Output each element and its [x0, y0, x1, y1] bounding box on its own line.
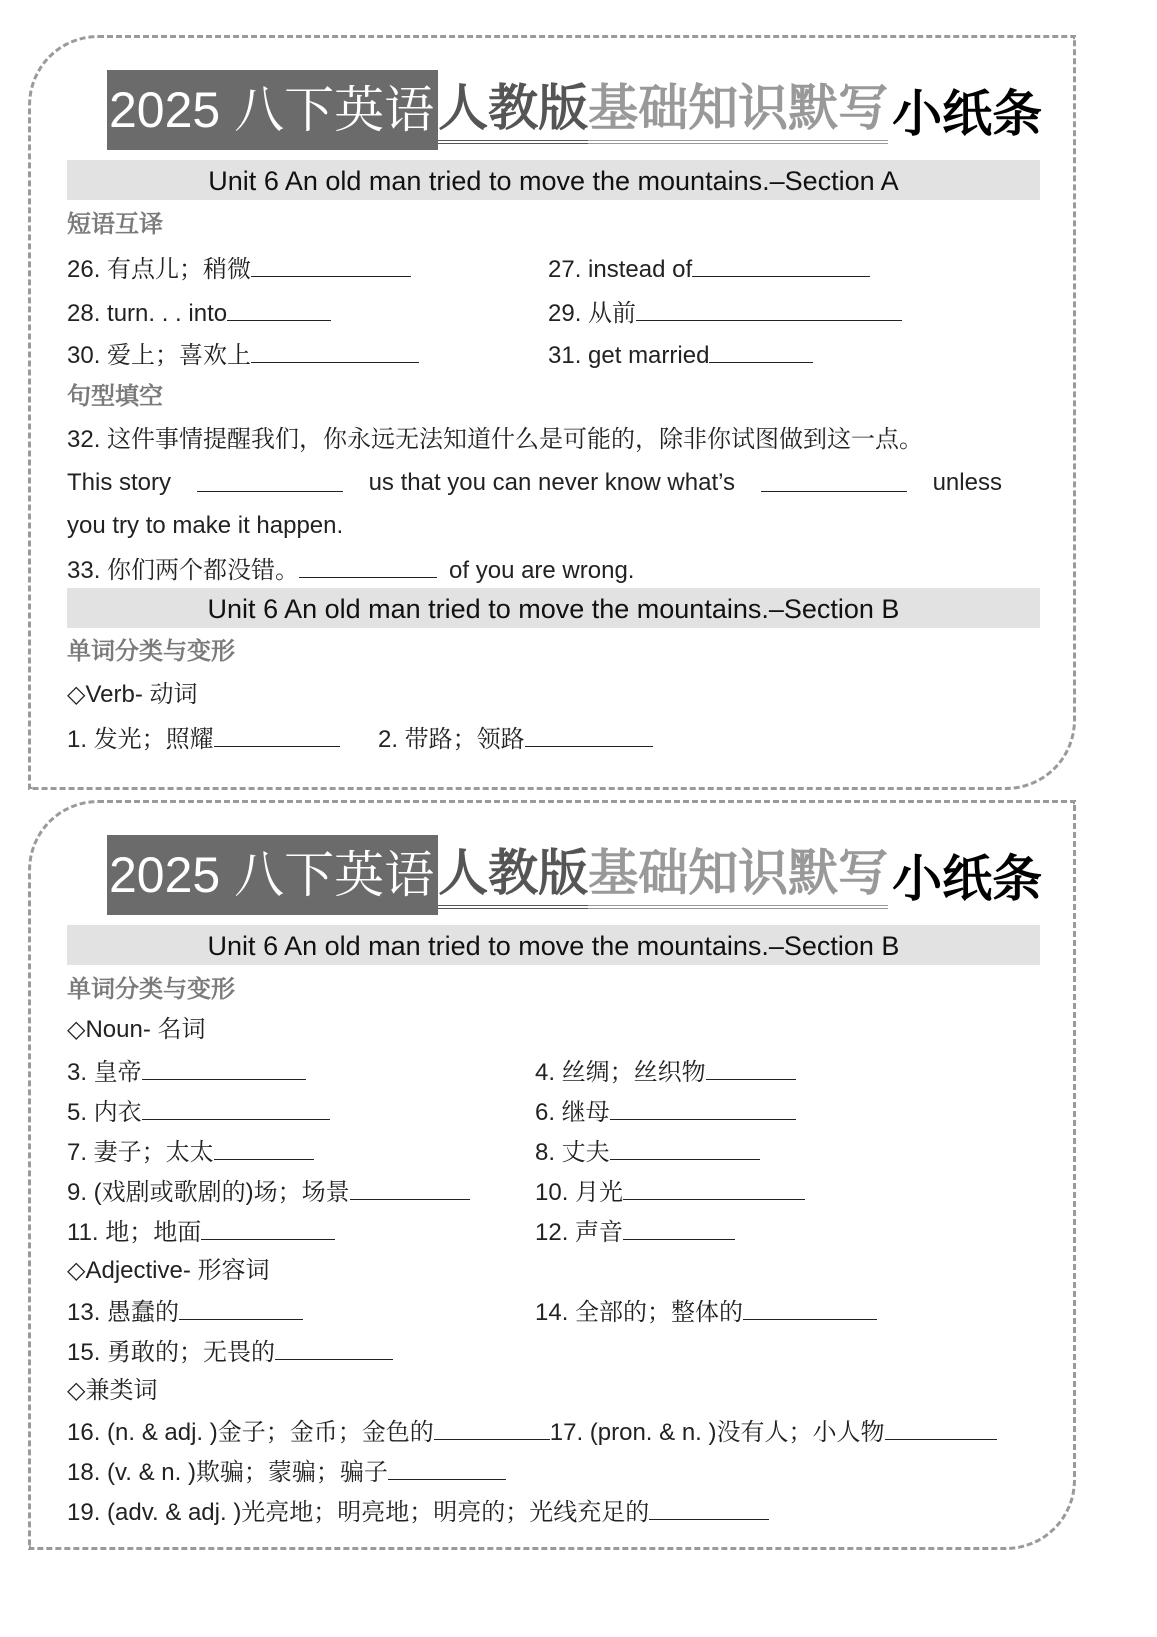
answer-blank[interactable]	[251, 252, 411, 277]
question-29: 29. 从前	[548, 296, 902, 330]
answer-blank[interactable]	[350, 1175, 470, 1200]
noun-label: ◇Noun- 名词	[67, 1016, 206, 1043]
answer-blank[interactable]	[214, 722, 340, 747]
answer-blank[interactable]	[388, 1455, 506, 1480]
answer-blank[interactable]	[709, 338, 813, 363]
answer-blank[interactable]	[275, 1335, 393, 1360]
question-12: 12. 声音	[535, 1215, 735, 1249]
question-14: 14. 全部的；整体的	[535, 1295, 877, 1329]
question-18: 18. (v. & n. )欺骗；蒙骗；骗子	[67, 1455, 506, 1489]
answer-blank[interactable]	[201, 1215, 335, 1240]
phrase-label: 短语互译	[67, 211, 163, 238]
multi-class-label: ◇兼类词	[67, 1377, 158, 1404]
question-11: 11. 地；地面	[67, 1215, 335, 1249]
question-19: 19. (adv. & adj. )光亮地；明亮地；明亮的；光线充足的	[67, 1495, 769, 1529]
answer-blank[interactable]	[743, 1295, 877, 1320]
question-6: 6. 继母	[535, 1095, 796, 1129]
sentence-label: 句型填空	[67, 383, 163, 410]
title-part-2: 人教版	[438, 76, 588, 144]
question-27: 27. instead of	[548, 252, 870, 286]
answer-blank[interactable]	[636, 296, 902, 321]
answer-blank[interactable]	[761, 467, 907, 492]
question-13: 13. 愚蠢的	[67, 1295, 303, 1329]
title-part-3: 基础知识默写	[588, 76, 888, 144]
question-3: 3. 皇帝	[67, 1055, 306, 1089]
question-28: 28. turn. . . into	[67, 296, 331, 330]
question-32-english-cont: you try to make it happen.	[67, 512, 344, 539]
answer-blank[interactable]	[623, 1215, 735, 1240]
worksheet-title	[107, 70, 1042, 150]
adjective-label: ◇Adjective- 形容词	[67, 1257, 270, 1284]
answer-blank[interactable]	[434, 1415, 550, 1440]
question-2: 2. 带路；领路	[378, 722, 653, 756]
title-part-1: 2025 八下英语	[107, 70, 438, 150]
verb-label: ◇Verb- 动词	[67, 681, 198, 708]
worksheet-title-2: 2025 八下英语 人教版 基础知识默写 小纸条	[107, 835, 1042, 915]
question-1: 1. 发光；照耀	[67, 722, 340, 756]
answer-blank[interactable]	[142, 1055, 306, 1080]
question-31: 31. get married	[548, 338, 813, 372]
question-7: 7. 妻子；太太	[67, 1135, 314, 1169]
answer-blank[interactable]	[706, 1055, 796, 1080]
answer-blank[interactable]	[525, 722, 653, 747]
answer-blank[interactable]	[299, 553, 437, 578]
answer-blank[interactable]	[142, 1095, 330, 1120]
answer-blank[interactable]	[197, 467, 343, 492]
answer-blank[interactable]	[227, 296, 331, 321]
words-label: 单词分类与变形	[67, 638, 235, 665]
answer-blank[interactable]	[885, 1415, 997, 1440]
answer-blank[interactable]	[179, 1295, 303, 1320]
section-a-header: Unit 6 An old man tried to move the mountains.–Section A	[67, 160, 1040, 200]
answer-blank[interactable]	[649, 1495, 769, 1520]
answer-blank[interactable]	[623, 1175, 805, 1200]
answer-blank[interactable]	[692, 252, 870, 277]
answer-blank[interactable]	[214, 1135, 314, 1160]
question-30: 30. 爱上；喜欢上	[67, 338, 419, 372]
question-32-english: This story us that you can never know what’s unless	[67, 469, 1002, 496]
question-10: 10. 月光	[535, 1175, 805, 1209]
question-8: 8. 丈夫	[535, 1135, 760, 1169]
question-33: 33. 你们两个都没错。 of you are wrong.	[67, 553, 634, 587]
question-32-chinese: 32. 这件事情提醒我们，你永远无法知道什么是可能的，除非你试图做到这一点。	[67, 426, 924, 453]
title-part-4: 小纸条	[892, 86, 1043, 142]
section-b-header-2: Unit 6 An old man tried to move the mountains.–Section B	[67, 925, 1040, 965]
question-15: 15. 勇敢的；无畏的	[67, 1335, 393, 1369]
question-4: 4. 丝绸；丝织物	[535, 1055, 796, 1089]
answer-blank[interactable]	[251, 338, 419, 363]
section-b-header: Unit 6 An old man tried to move the mountains.–Section B	[67, 588, 1040, 628]
answer-blank[interactable]	[610, 1095, 796, 1120]
words-label-2: 单词分类与变形	[67, 976, 235, 1003]
question-5: 5. 内衣	[67, 1095, 330, 1129]
answer-blank[interactable]	[610, 1135, 760, 1160]
question-26: 26. 有点儿；稍微	[67, 252, 411, 286]
question-16-17: 16. (n. & adj. )金子；金币；金色的 17. (pron. & n. )没有人；小人物	[67, 1415, 997, 1449]
question-9: 9. (戏剧或歌剧的)场；场景	[67, 1175, 470, 1209]
